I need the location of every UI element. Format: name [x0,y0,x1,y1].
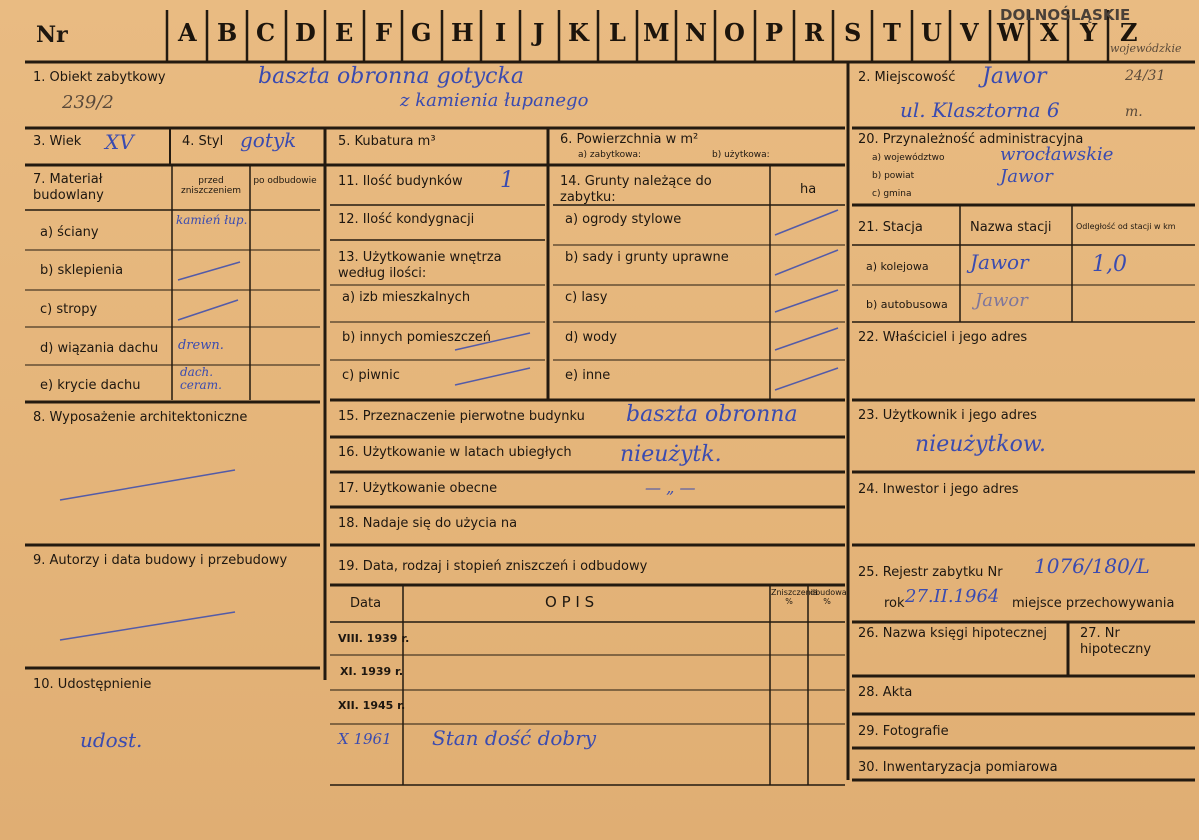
hw-place-nr: 24/31 [1125,68,1166,84]
region-stamp: DOLNOŚLĄSKIE [1000,6,1131,24]
field-8-label: 8. Wyposażenie architektoniczne [33,410,248,425]
letter-z: Z [1120,18,1138,47]
field-15-label: 15. Przeznaczenie pierwotne budynku [338,409,585,424]
table19-date-2: XI. 1939 r. [340,665,404,678]
hw-century: XV [105,130,134,154]
field-3-label: 3. Wiek [33,134,82,149]
letter-w: W [997,18,1024,47]
field-20-label: 20. Przynależność administracyjna [858,132,1084,147]
letter-m: M [643,18,670,47]
letter-t: T [883,18,901,47]
field-6b-label: b) użytkowa: [712,150,770,160]
field-19-label: 19. Data, rodzaj i stopień zniszczeń i odbudowy [338,559,648,574]
field-6a-label: a) zabytkowa: [578,150,641,160]
field-21a-label: a) kolejowa [866,260,929,273]
field-25-label: 25. Rejestr zabytku Nr [858,565,1003,580]
hw-voivodeship: wrocławskie [1000,144,1114,165]
letter-r: R [804,18,824,47]
field-25-year: rok [884,596,905,611]
hw-style: gotyk [240,128,297,152]
field-18-label: 18. Nadaje się do użycia na [338,516,518,531]
hw-object: baszta obronna gotycka [258,64,524,89]
field-10-label: 10. Udostępnienie [33,677,152,692]
field-7-label: 7. Materiał budowlany [33,172,104,203]
letter-g: G [411,18,432,47]
letter-f: F [375,18,393,47]
hw-place: Jawor [982,64,1047,89]
field-20b-label: b) powiat [872,171,915,181]
field-7a-label: a) ściany [40,225,99,240]
table19-date-1: VIII. 1939 r. [338,632,410,645]
field-11-label: 11. Ilość budynków [338,174,463,189]
field-7d-label: d) wiązania dachu [40,341,159,356]
hw-object-material: z kamienia łupanego [400,90,589,111]
field-14e-label: e) inne [565,368,611,383]
field-2-label: 2. Miejscowość [858,70,956,85]
field-4-label: 4. Styl [182,134,224,149]
letter-i: I [495,18,507,47]
field-12-label: 12. Ilość kondygnacji [338,212,475,227]
field-21-dist: Odległość od stacji w km [1076,222,1176,231]
field-26-label: 26. Nazwa księgi hipotecznej [858,626,1047,641]
field-7-after: po odbudowie [253,176,317,186]
hw-district: Jawor [1000,166,1053,187]
table19-date-3: XII. 1945 r. [338,699,406,712]
field-13a-label: a) izb mieszkalnych [342,290,471,305]
field-7b-label: b) sklepienia [40,263,124,278]
field-20a-label: a) województwo [872,153,945,163]
letter-o: O [724,18,745,47]
hw-station-rail: Jawor [970,250,1029,274]
field-5-label: 5. Kubatura m³ [338,134,436,149]
field-13b-label: b) innych pomieszczeń [342,330,492,345]
hw-street-suffix: m. [1125,104,1143,120]
letter-k: K [568,18,589,47]
field-21b-label: b) autobusowa [866,298,948,311]
field-9-label: 9. Autorzy i data budowy i przebudowy [33,553,288,568]
field-7c-label: c) stropy [40,302,98,317]
field-29-label: 29. Fotografie [858,724,949,739]
field-24-label: 24. Inwestor i jego adres [858,482,1019,497]
letter-h: H [451,18,474,47]
hw-street: ul. Klasztorna 6 [900,98,1060,122]
field-7-before: przed zniszczeniem [180,176,242,196]
letter-c: C [256,18,276,47]
letter-y: Y [1080,18,1098,47]
field-14a-label: a) ogrody stylowe [565,212,682,227]
table19-header-rebuild: dbudowa % [810,588,847,606]
field-14d-label: d) wody [565,330,617,345]
field-13c-label: c) piwnic [342,368,400,383]
letter-a: A [178,18,197,47]
field-23-label: 23. Użytkownik i jego adres [858,408,1037,423]
field-28-label: 28. Akta [858,685,913,700]
letter-e: E [335,18,354,47]
field-27-label: 27. Nr hipoteczny [1080,626,1152,657]
letter-d: D [295,18,316,47]
hw-walls: kamień łup. [176,213,248,227]
field-16-label: 16. Użytkowanie w latach ubiegłych [338,445,572,460]
hw-register-date: 27.II.1964 [905,586,1000,607]
letter-x: X [1040,18,1059,47]
table19-header-date: Data [350,596,382,611]
letter-n: N [685,18,707,47]
table19-header-opis: O P I S [545,593,595,611]
letter-v: V [960,18,979,47]
field-20c-label: c) gmina [872,189,912,199]
table19-header-damage: Zniszczenia % [771,588,818,606]
field-14-ha: ha [800,182,817,197]
nr-label: Nr [36,22,68,48]
field-21-name: Nazwa stacji [970,220,1052,235]
hw-row4-date: X 1961 [338,730,392,748]
field-14c-label: c) lasy [565,290,608,305]
hw-roof-cover: dach. ceram. [180,365,222,392]
hw-row4-desc: Stan dość dobry [432,726,597,750]
letter-u: U [921,18,942,47]
hw-current-use: — „ — [645,478,696,497]
hw-user: nieużytkow. [915,432,1047,457]
hw-past-use: nieużytk. [620,442,722,467]
letter-j: J [533,18,545,47]
letter-b: B [217,18,238,47]
hw-access: udost. [80,728,143,752]
hw-roof-frame: drewn. [178,338,224,353]
hw-buildings: 1 [500,168,514,193]
hw-register-nr: 1076/180/L [1034,554,1150,578]
letter-s: S [844,18,862,47]
hw-object-nr: 239/2 [62,92,114,113]
field-30-label: 30. Inwentaryzacja pomiarowa [858,760,1058,775]
field-17-label: 17. Użytkowanie obecne [338,481,498,496]
letter-l: L [609,18,626,47]
field-1-label: 1. Obiekt zabytkowy [33,70,166,85]
field-21-label: 21. Stacja [858,220,923,235]
field-25-place: miejsce przechowywania [1012,596,1175,611]
field-7e-label: e) krycie dachu [40,378,141,393]
field-14-label: 14. Grunty należące do zabytku: [560,174,712,205]
hw-original-use: baszta obronna [626,402,798,427]
field-13-label: 13. Użytkowanie wnętrza według ilości: [338,250,502,281]
field-22-label: 22. Właściciel i jego adres [858,330,1028,345]
field-14b-label: b) sady i grunty uprawne [565,250,729,265]
letter-p: P [765,18,784,47]
hw-distance: 1,0 [1092,252,1127,277]
stamp-note: wojewódzkie [1110,42,1182,55]
hw-station-bus: Jawor [975,290,1028,311]
field-6-label: 6. Powierzchnia w m² [560,132,699,147]
